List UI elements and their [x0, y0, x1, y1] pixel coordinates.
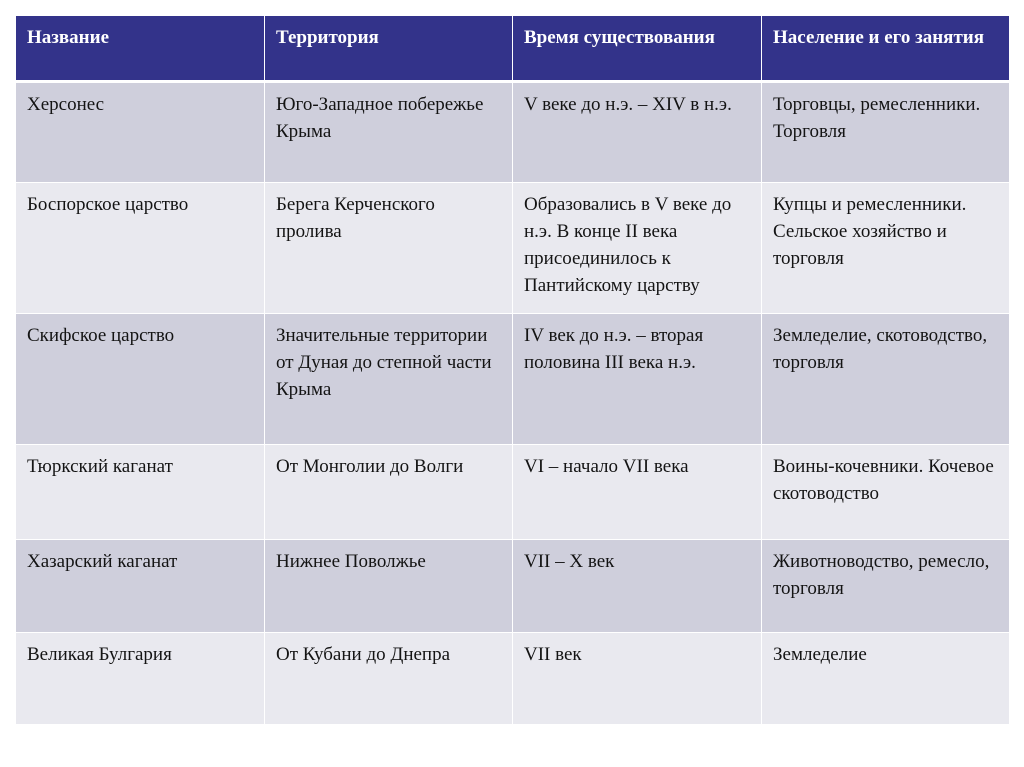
header-time: Время существования [513, 16, 762, 82]
header-row [16, 16, 1010, 82]
cell-name: Хазарский каганат [16, 540, 265, 633]
cell-population: Купцы и ремесленники. Сельское хозяйство и торговля [762, 183, 1010, 314]
cell-territory: От Кубани до Днепра [265, 633, 513, 725]
cell-population: Земледелие, скотоводство, торговля [762, 314, 1010, 445]
cell-territory: От Монголии до Волги [265, 445, 513, 540]
cell-time: V веке до н.э. – XIV в н.э. [513, 82, 762, 183]
cell-territory: Значительные территории от Дуная до степной части Крыма [265, 314, 513, 445]
cell-name: Боспорское царство [16, 183, 265, 314]
header-name: Название [16, 16, 265, 82]
cell-territory: Берега Керченского пролива [265, 183, 513, 314]
table-row [16, 540, 1010, 633]
history-table [15, 15, 1010, 725]
header-territory: Территория [265, 16, 513, 82]
table-row [16, 82, 1010, 183]
cell-time: VII – X век [513, 540, 762, 633]
cell-name: Херсонес [16, 82, 265, 183]
cell-territory: Юго-Западное побережье Крыма [265, 82, 513, 183]
table-row [16, 183, 1010, 314]
cell-time: IV век до н.э. – вторая половина III века н.э. [513, 314, 762, 445]
header-population: Население и его занятия [762, 16, 1010, 82]
cell-territory: Нижнее Поволжье [265, 540, 513, 633]
table-row [16, 445, 1010, 540]
cell-time: Образовались в V веке до н.э. В конце II века присоединилось к Пантийскому царству [513, 183, 762, 314]
cell-population: Земледелие [762, 633, 1010, 725]
cell-population: Торговцы, ремесленники. Торговля [762, 82, 1010, 183]
cell-name: Великая Булгария [16, 633, 265, 725]
cell-time: VII век [513, 633, 762, 725]
cell-time: VI – начало VII века [513, 445, 762, 540]
table-row [16, 314, 1010, 445]
table-row [16, 633, 1010, 725]
cell-name: Скифское царство [16, 314, 265, 445]
cell-name: Тюркский каганат [16, 445, 265, 540]
cell-population: Воины-кочевники. Кочевое скотоводство [762, 445, 1010, 540]
cell-population: Животноводство, ремесло, торговля [762, 540, 1010, 633]
